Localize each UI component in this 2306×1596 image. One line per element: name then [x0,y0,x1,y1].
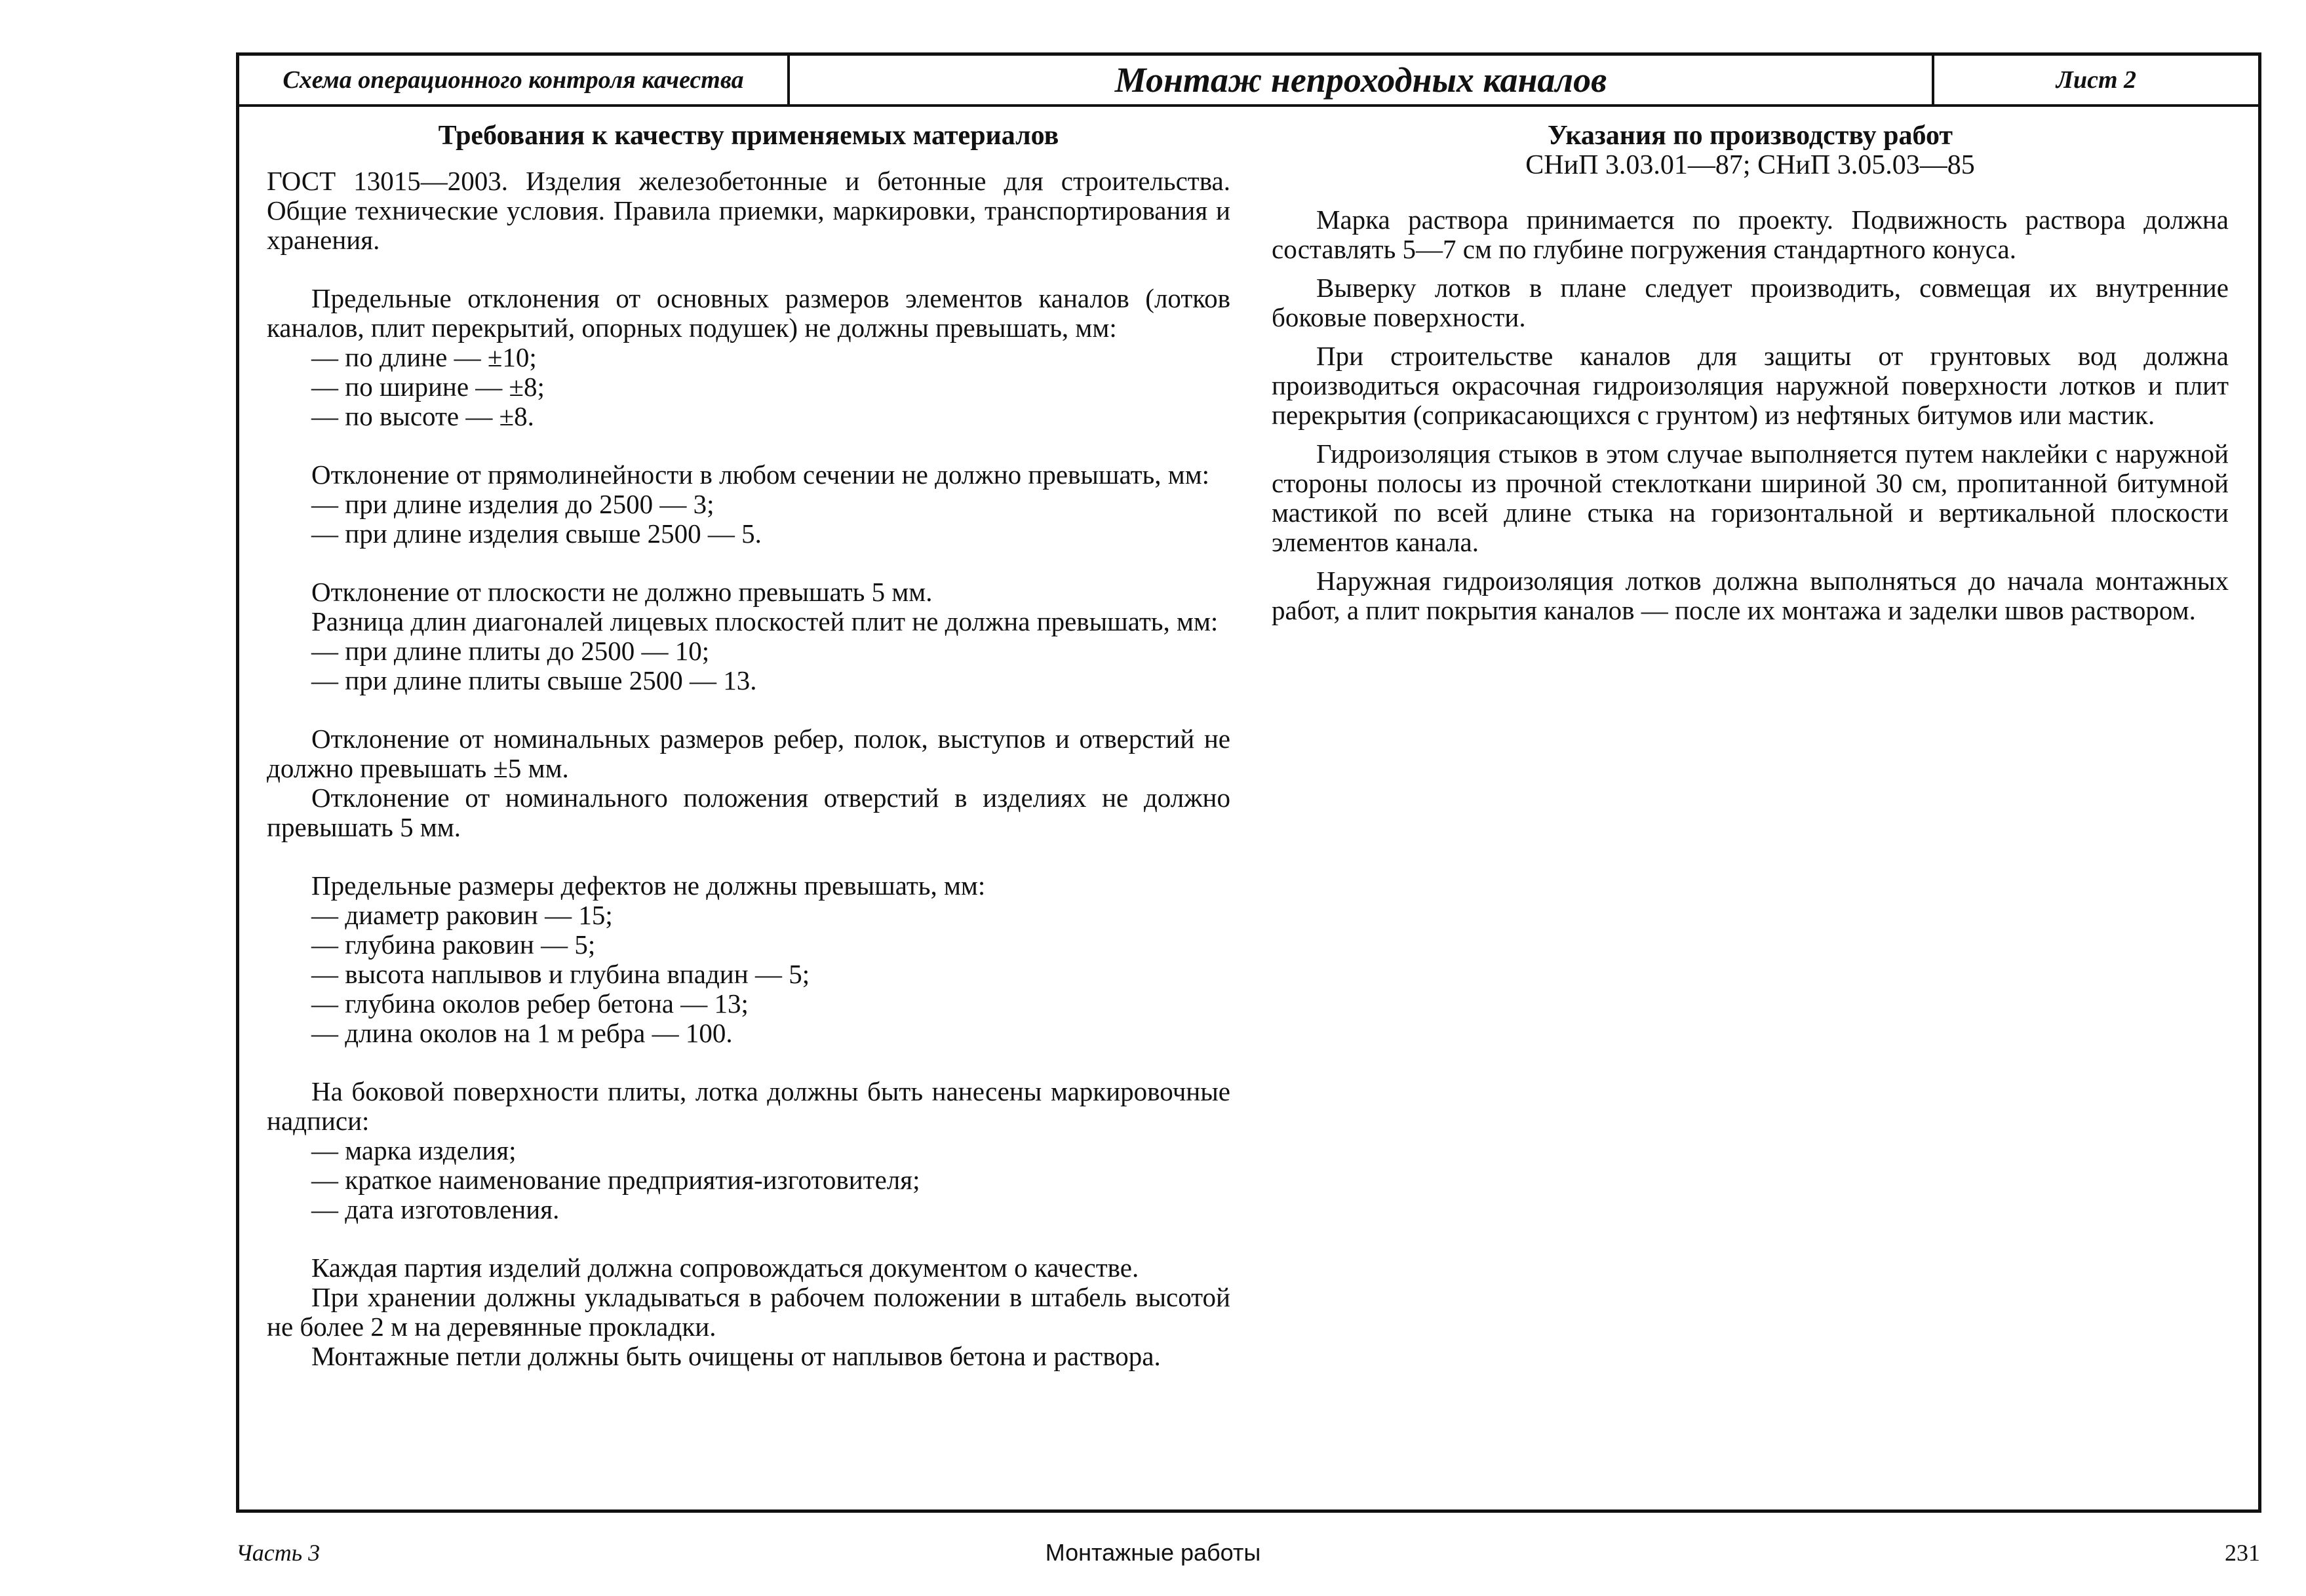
list-item: — при длине плиты до 2500 — 10; [311,636,710,666]
list-item: — по длине — ±10; [311,342,537,372]
gost-paragraph: ГОСТ 13015—2003. Изделия железобетонные и бетонные для строительства. Общие технические условия. Правила приемки, маркировки, транспортирования и хранения. [267,166,1230,255]
header-title: Монтаж непроходных каналов [790,56,1934,104]
limits-intro: Предельные отклонения от основных размеров элементов каналов (лотков каналов, плит перекрытий, опорных подушек) не должны превышать, мм: [267,283,1230,343]
header-sheet-number: Лист 2 [2056,66,2137,94]
list-item: — при длине изделия свыше 2500 — 5. [311,518,762,549]
ribs-deviation-text: Отклонение от номинальных размеров ребер, полок, выступов и отверстий не должно превышать ±5 мм. [267,724,1230,783]
header-bar [239,56,2258,107]
list-item: — при длине изделия до 2500 — 3; [311,489,714,519]
list-item: — высота наплывов и глубина впадин — 5; [311,959,810,989]
page-number: 231 [2225,1540,2260,1566]
quality-document-text: Каждая партия изделий должна сопровождаться документом о качестве. [311,1253,1139,1283]
instruction-paragraph: Наружная гидроизоляция лотков должна выполняться до начала монтажных работ, а плит покрытия каналов — после их монтажа и заделки швов раствором. [1272,566,2229,625]
materials-section-title: Требования к качеству применяемых материалов [438,121,1059,151]
footer-section-name: Монтажные работы [1045,1539,1261,1566]
materials-requirements-column [267,121,1230,1371]
defects-intro: Предельные размеры дефектов не должны превышать, мм: [311,870,986,901]
list-item: — при длине плиты свыше 2500 — 13. [311,665,757,695]
loops-text: Монтажные петли должны быть очищены от наплывов бетона и раствора. [311,1341,1161,1371]
list-item: — дата изготовления. [311,1194,560,1224]
storage-text: При хранении должны укладываться в рабочем положении в штабель высотой не более 2 м на деревянные прокладки. [267,1282,1230,1342]
document-frame [236,52,2261,1513]
list-item: — по высоте — ±8. [311,401,534,431]
list-item: — диаметр раковин — 15; [311,900,613,930]
instruction-paragraph: Выверку лотков в плане следует производить, совмещая их внутренние боковые поверхности. [1272,273,2229,332]
instruction-paragraph: Марка раствора принимается по проекту. Подвижность раствора должна составлять 5—7 см по глубине погружения стандартного конуса. [1272,204,2229,264]
instruction-paragraph: Гидроизоляция стыков в этом случае выполняется путем наклейки с наружной стороны полосы из прочной стеклоткани шириной 30 см, пропитанной битумной мастикой по всей длине стыка на горизонтальной и вертикальной плоскости элементов канала. [1272,438,2229,557]
header-scheme-label: Схема операционного контроля качества [239,56,790,104]
instructions-section-title: Указания по производству работ [1547,121,1953,151]
list-item: — марка изделия; [311,1135,517,1165]
marking-intro: На боковой поверхности плиты, лотка должны быть нанесены маркировочные надписи: [267,1076,1230,1136]
work-instructions-column [1272,121,2229,634]
diagonal-intro: Разница длин диагоналей лицевых плоскостей плит не должна превышать, мм: [311,606,1219,636]
straightness-intro: Отклонение от прямолинейности в любом сечении не должно превышать, мм: [311,459,1210,490]
holes-deviation-text: Отклонение от номинального положения отверстий в изделиях не должно превышать 5 мм. [267,783,1230,842]
list-item: — глубина раковин — 5; [311,929,596,960]
flatness-text: Отклонение от плоскости не должно превышать 5 мм. [311,577,933,607]
list-item: — краткое наименование предприятия-изготовителя; [311,1165,920,1195]
list-item: — длина околов на 1 м ребра — 100. [311,1018,733,1048]
instructions-standards: СНиП 3.03.01—87; СНиП 3.05.03—85 [1525,150,1975,180]
footer-part: Часть 3 [236,1540,321,1566]
list-item: — по ширине — ±8; [311,372,545,402]
list-item: — глубина околов ребер бетона — 13; [311,988,749,1019]
instruction-paragraph: При строительстве каналов для защиты от грунтовых вод должна производиться окрасочная гидроизоляция наружной поверхности лотков и плит перекрытия (соприкасающихся с грунтом) из нефтяных битумов или мастик. [1272,341,2229,430]
